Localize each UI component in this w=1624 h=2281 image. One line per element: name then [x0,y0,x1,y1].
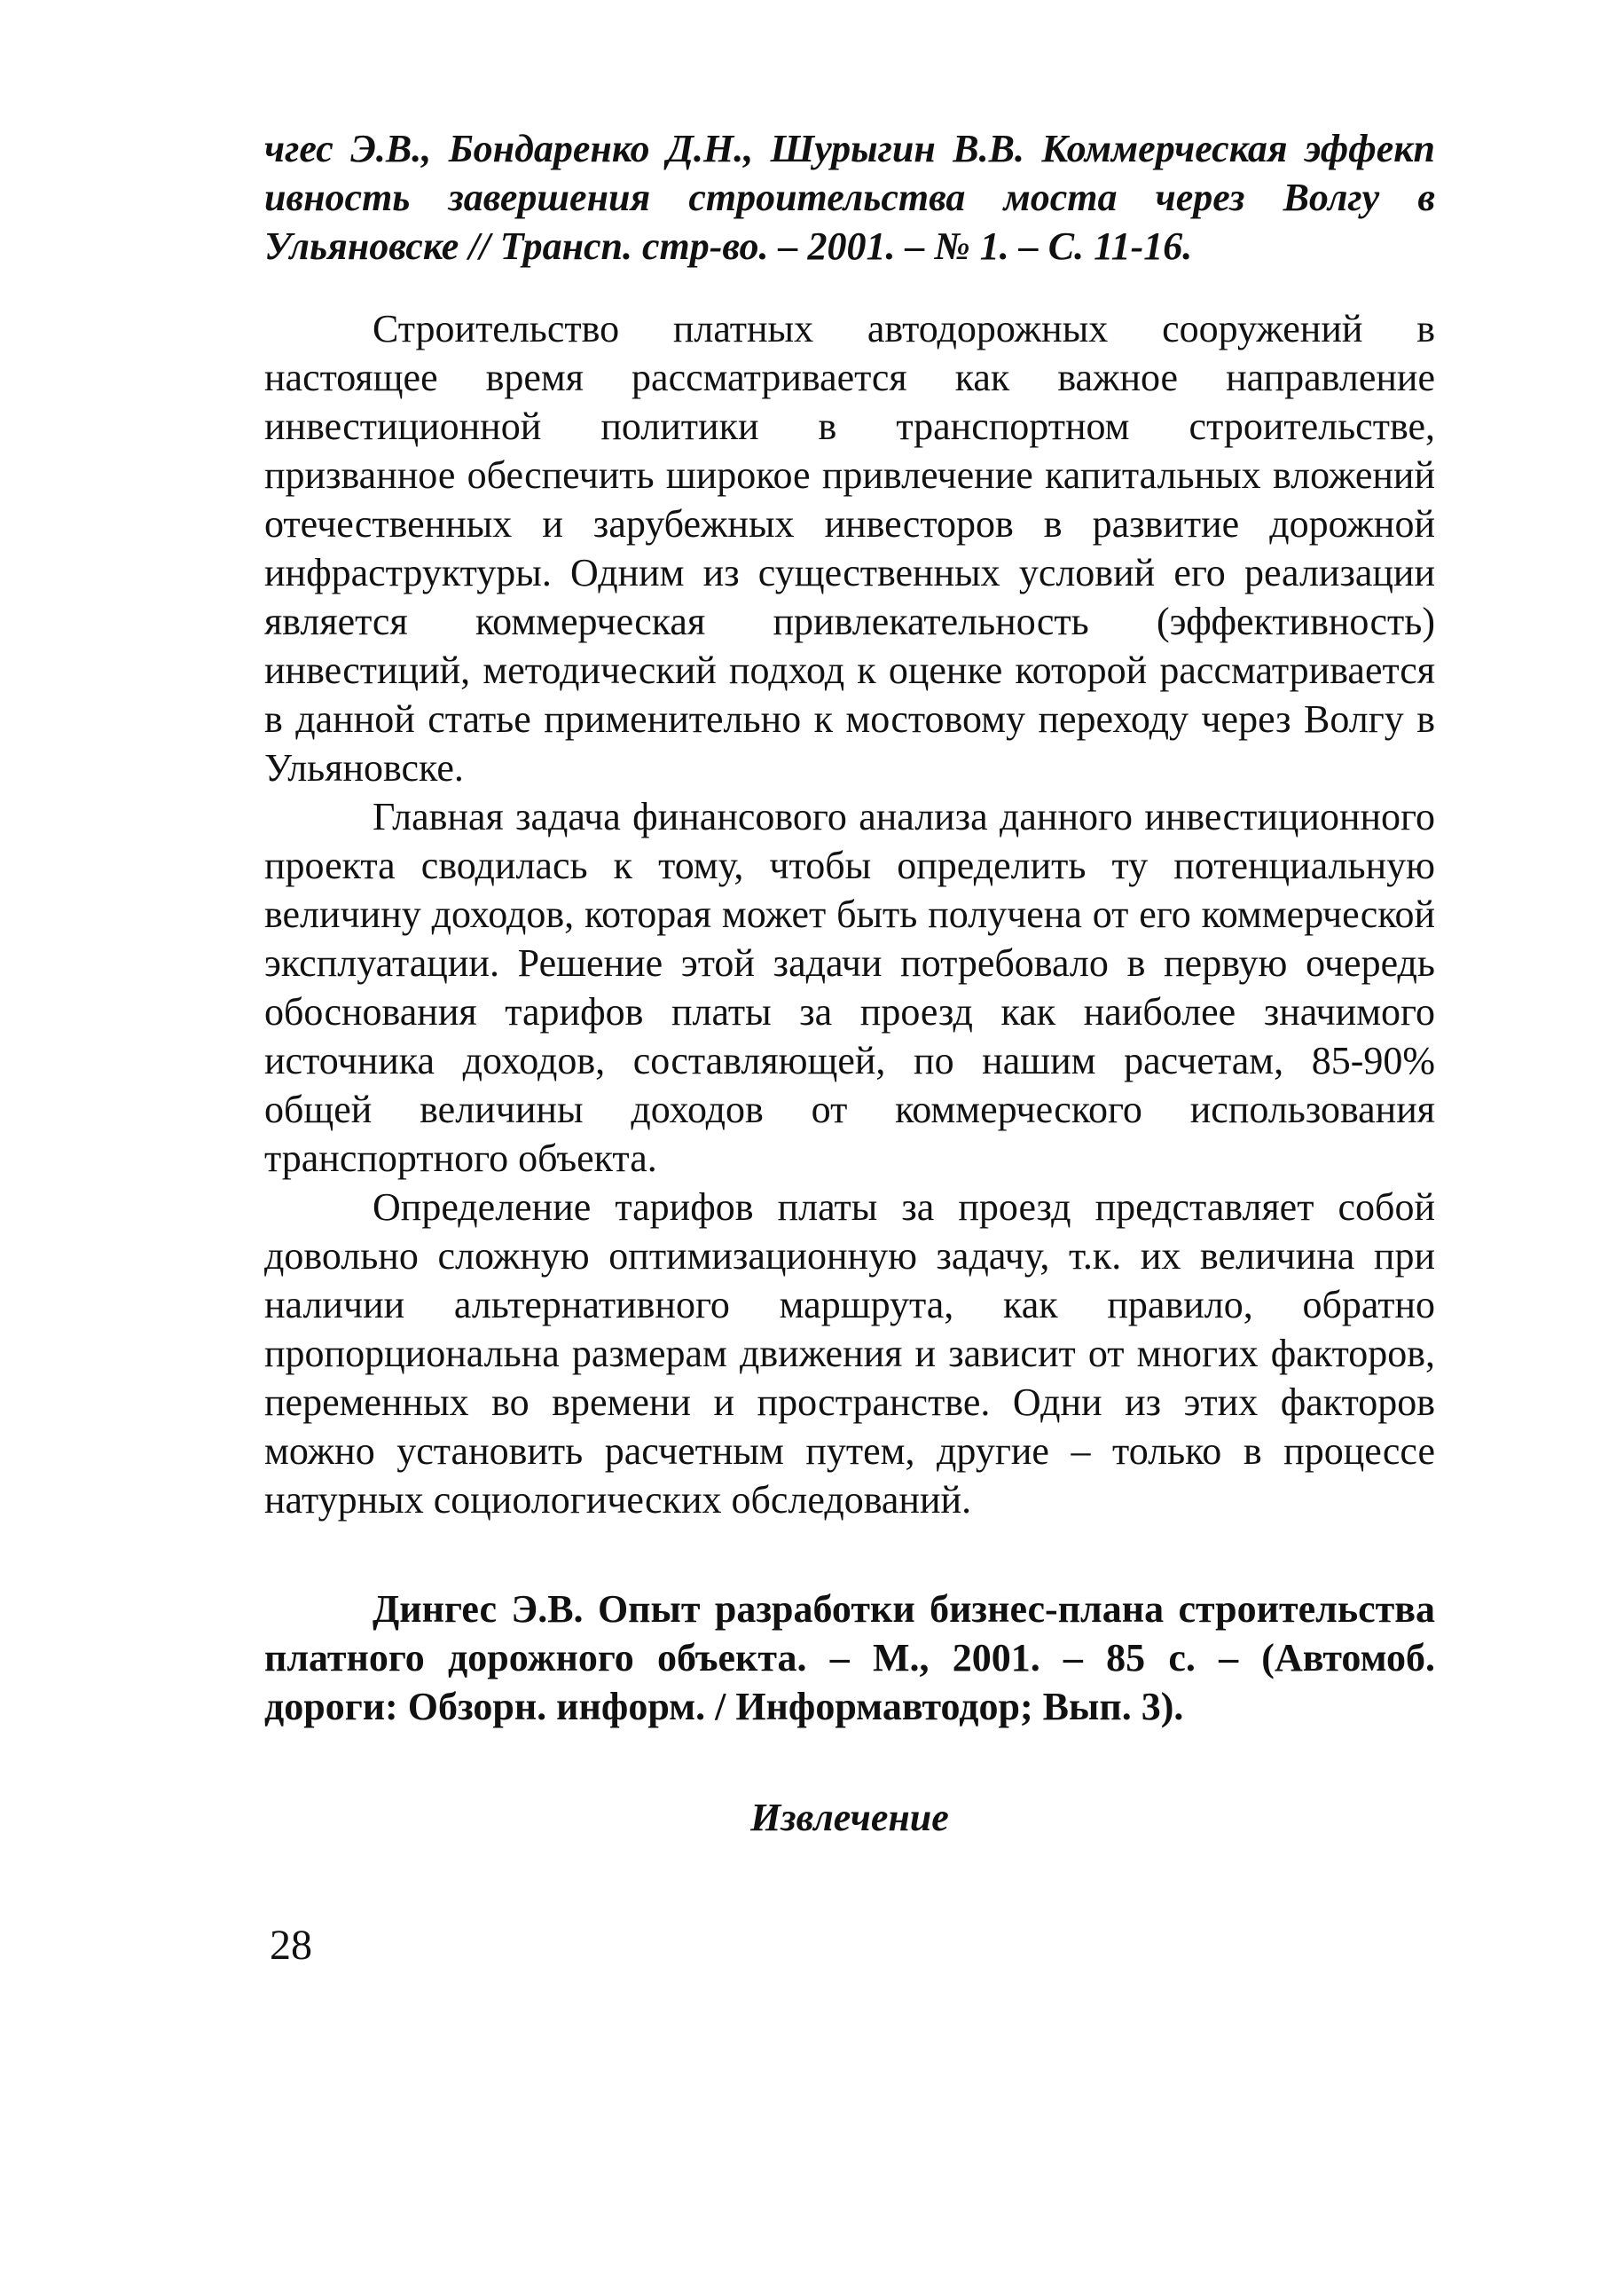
paragraph-2: Главная задача финансового анализа данного инвестиционного проекта сводилась к тому, чтобы определить ту потенциальную величину доходов, которая может быть получена от его коммерческой эксплуатации. Решение этой задачи потребовало в первую очередь обоснования тарифов платы за проезд как наиболее значимого источника доходов, составляющей, по нашим расчетам, 85-90% общей величины доходов от коммерческого использования транспортного объекта. [264,795,1435,1180]
extract-heading: Извлечение [750,1796,949,1839]
reference-citation-2: Дингес Э.В. Опыт разработки бизнес-плана строительства платного дорожного объекта. – М., 2001. – 85 с. – (Автомоб. дороги: Обзорн. информ. / Информавтодор; Вып. 3). [264,1587,1435,1728]
page-content [264,124,1435,1842]
page-number: 28 [270,1922,312,1969]
paragraph-3: Определение тарифов платы за проезд представляет собой довольно сложную оптимизационную задачу, т.к. их величина при наличии альтернативного маршрута, как правило, обратно пропорциональна размерам движения и зависит от многих факторов, переменных во времени и пространстве. Одни из этих факторов можно установить расчетным путем, другие – только в процессе натурных социологических обследований. [264,1185,1435,1522]
paragraph-1: Строительство платных автодорожных сооружений в настоящее время рассматривается как важное направление инвестиционной политики в транспортном строительстве, призванное обеспечить широкое привлечение капитальных вложений отечественных и зарубежных инвесторов в развитие дорожной инфраструктуры. Одним из существенных условий его реализации является коммерческая привлекательность (эффективность) инвестиций, методический подход к оценке которой рассматривается в данной статье применительно к мостовому переходу через Волгу в Ульяновске. [264,307,1435,790]
reference-citation-1: чгес Э.В., Бондаренко Д.Н., Шурыгин В.В. Коммерческая эффекп ивность завершения строительства моста через Волгу в Ульяновске // Трансп. стр-во. – 2001. – № 1. – С. 11-16. [264,127,1435,268]
